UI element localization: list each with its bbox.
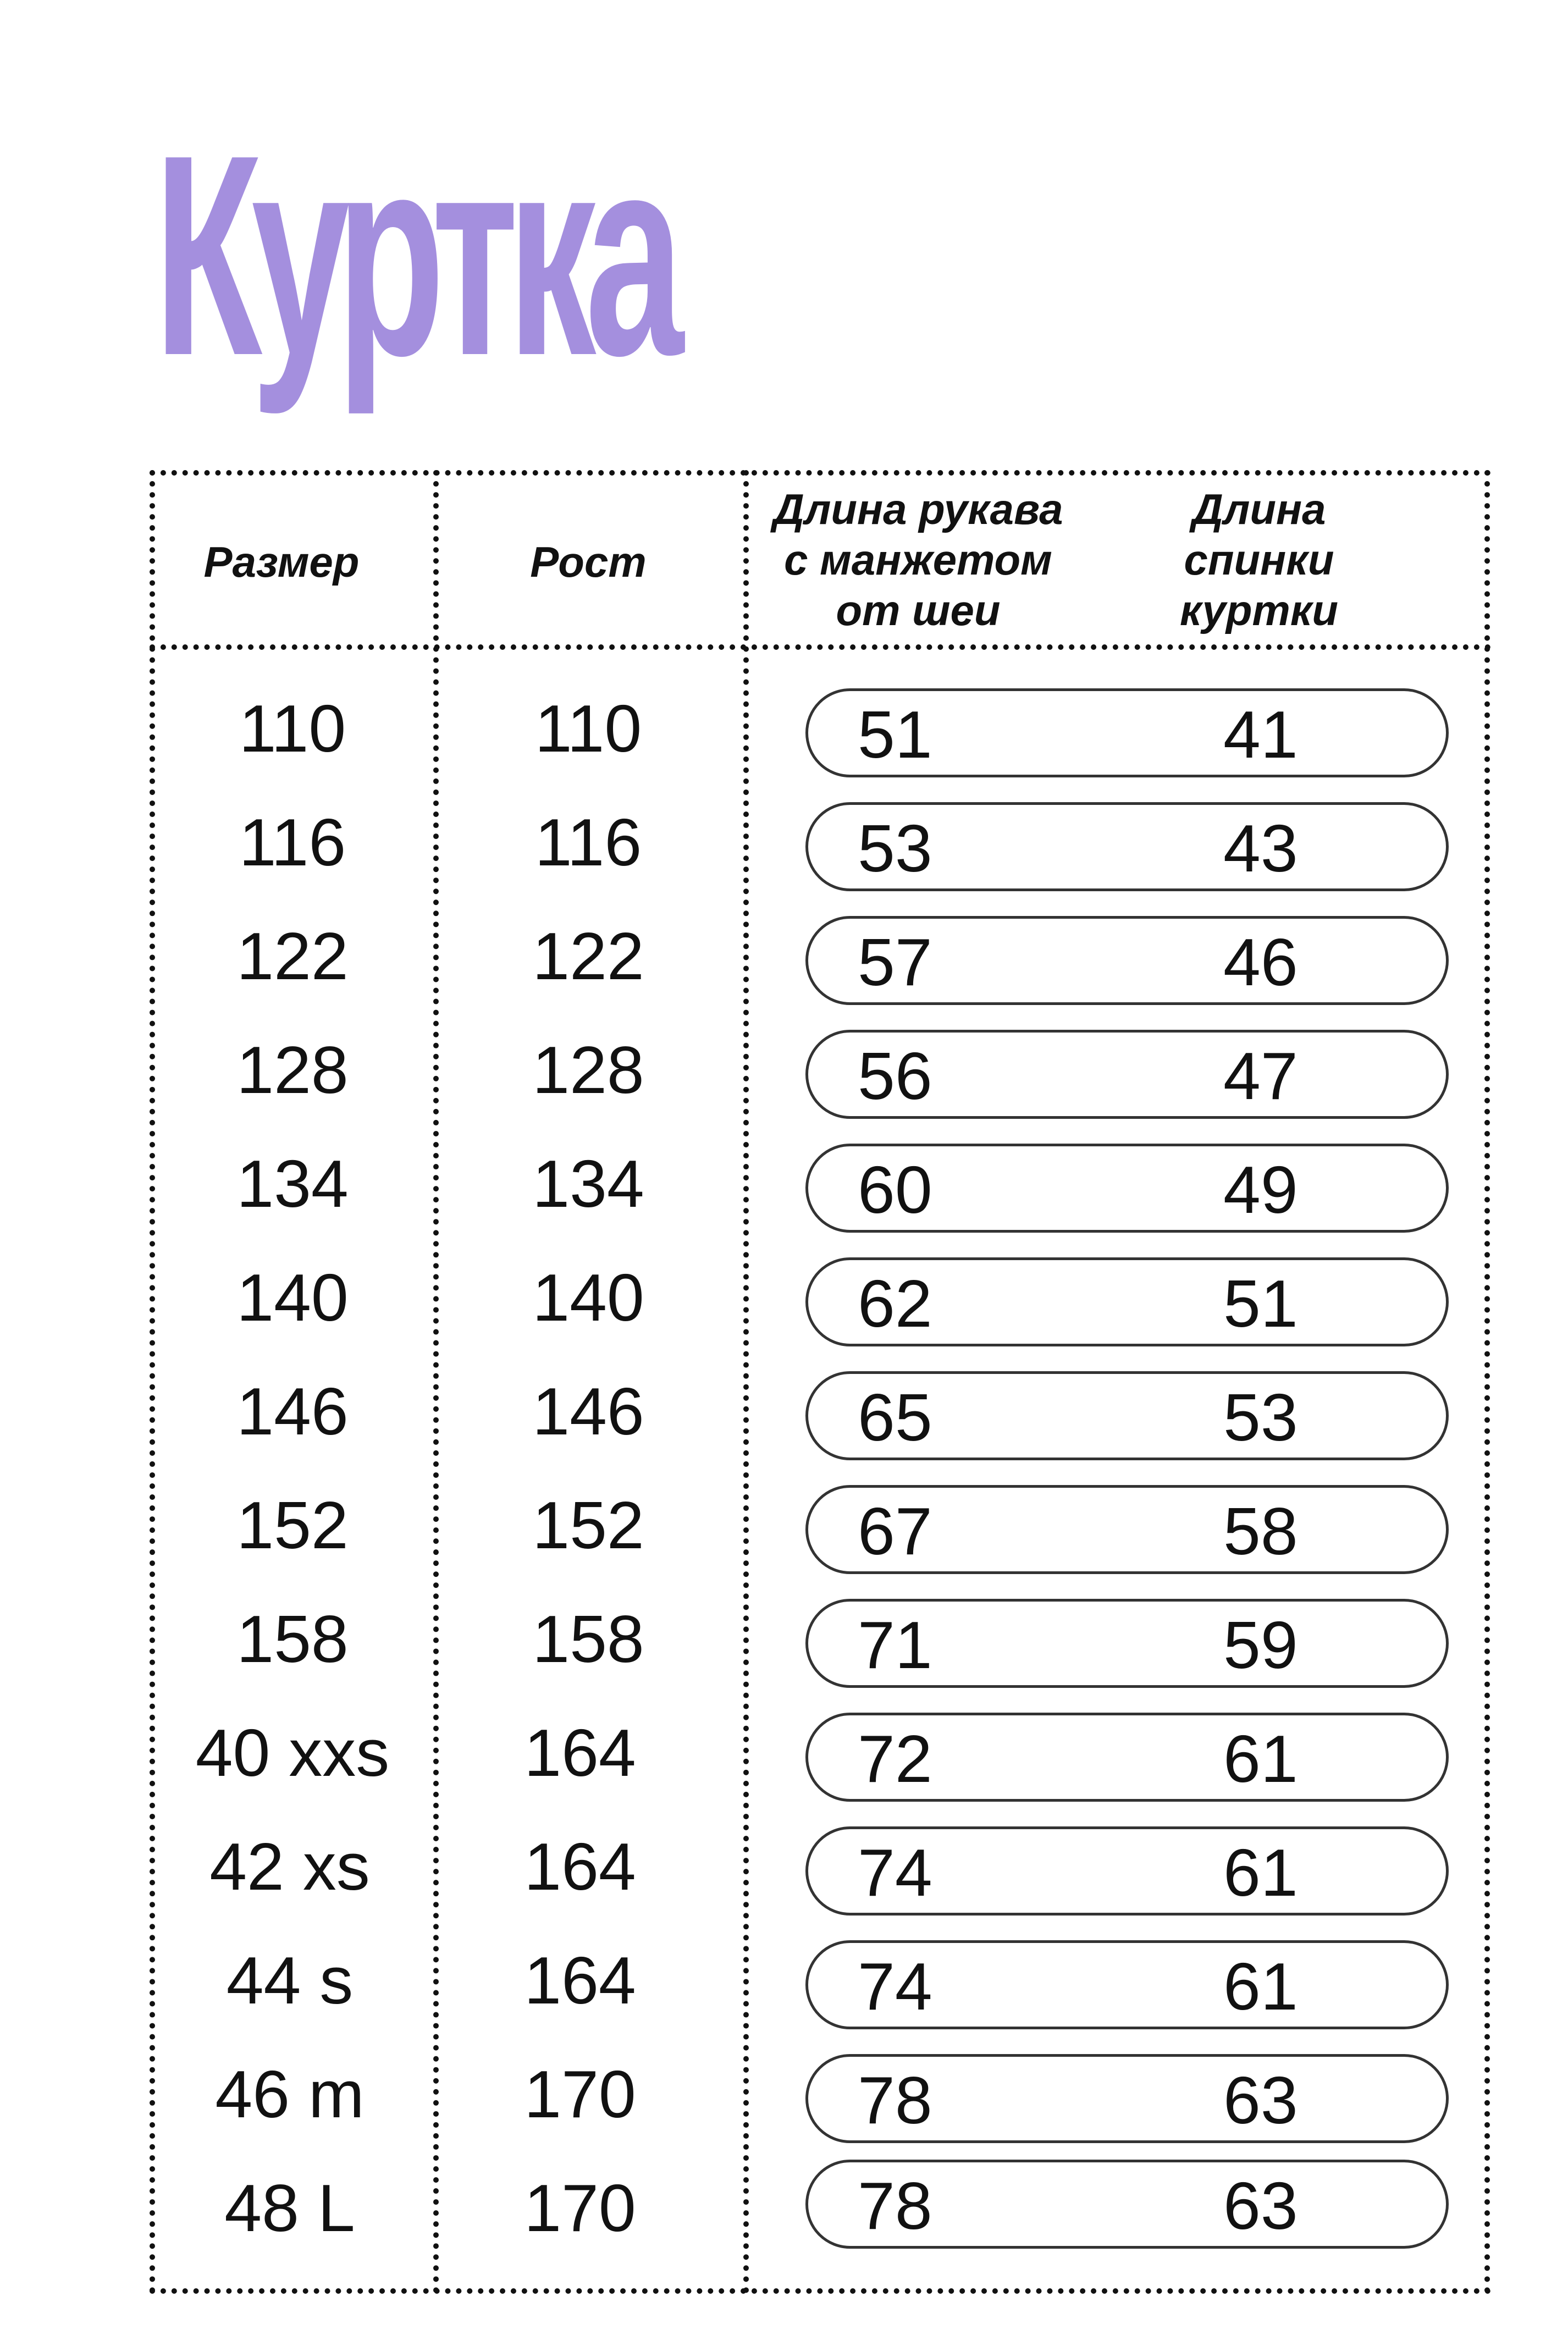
cell-height: 170 (524, 2057, 636, 2132)
cell-sleeve: 71 (858, 1608, 932, 1682)
measurements-pill (805, 802, 1449, 891)
measurements-pill (805, 1826, 1449, 1916)
table-bottom-border (150, 2288, 1491, 2294)
measurements-pill (805, 1940, 1449, 2029)
cell-size: 44 s (226, 1943, 354, 2018)
cell-size: 140 (236, 1260, 349, 1335)
cell-sleeve: 57 (858, 925, 932, 1000)
measurements-pill (805, 2160, 1449, 2249)
cell-sleeve: 78 (858, 2063, 932, 2138)
measurements-pill (805, 1371, 1449, 1460)
table-top-border (150, 470, 1491, 476)
header-back-line-2: спинки (1184, 536, 1334, 584)
cell-back: 49 (1223, 1152, 1298, 1227)
cell-sleeve: 78 (858, 2168, 932, 2243)
cell-back: 53 (1223, 1380, 1298, 1455)
cell-height: 164 (524, 1943, 636, 2018)
cell-back: 58 (1223, 1494, 1298, 1569)
cell-height: 170 (524, 2171, 636, 2245)
page-title: Куртка (154, 96, 673, 415)
cell-size: 152 (236, 1488, 349, 1563)
cell-size: 116 (239, 805, 346, 880)
cell-size: 46 m (215, 2057, 365, 2132)
cell-sleeve: 62 (858, 1266, 932, 1341)
cell-back: 61 (1223, 1721, 1298, 1796)
table-column-divider-2 (743, 470, 749, 2294)
cell-size: 40 xxs (195, 1715, 390, 1790)
header-sleeve-line-1: Длина рукава (773, 485, 1063, 533)
cell-height: 122 (532, 919, 644, 993)
cell-size: 146 (236, 1374, 349, 1449)
header-sleeve-line-3: от шеи (836, 586, 1001, 634)
cell-size: 48 L (224, 2171, 355, 2245)
measurements-pill (805, 1599, 1449, 1688)
cell-sleeve: 72 (858, 1721, 932, 1796)
cell-back: 61 (1223, 1949, 1298, 2024)
cell-sleeve: 67 (858, 1494, 932, 1569)
measurements-pill (805, 1030, 1449, 1119)
cell-height: 164 (524, 1715, 636, 1790)
measurements-pill (805, 916, 1449, 1005)
header-back-line-3: куртки (1179, 586, 1339, 634)
cell-sleeve: 74 (858, 1949, 932, 2024)
measurements-pill (805, 1257, 1449, 1346)
cell-back: 41 (1223, 697, 1298, 772)
cell-size: 42 xs (209, 1829, 370, 1904)
measurements-pill (805, 688, 1449, 777)
measurements-pill (805, 1485, 1449, 1574)
table-right-border (1484, 470, 1490, 2294)
header-height: Рост (530, 538, 647, 586)
cell-size: 122 (236, 919, 349, 993)
header-sleeve-length (748, 484, 1089, 636)
cell-height: 128 (532, 1033, 644, 1107)
cell-sleeve: 74 (858, 1835, 932, 1910)
cell-sleeve: 56 (858, 1039, 932, 1113)
cell-back: 51 (1223, 1266, 1298, 1341)
header-sleeve-line-2: с манжетом (784, 536, 1052, 584)
header-back-length (1122, 484, 1396, 636)
cell-height: 164 (524, 1829, 636, 1904)
cell-back: 61 (1223, 1835, 1298, 1910)
cell-sleeve: 53 (858, 811, 932, 886)
cell-height: 158 (532, 1602, 644, 1676)
measurements-pill (805, 1144, 1449, 1233)
cell-height: 140 (532, 1260, 644, 1335)
cell-back: 59 (1223, 1608, 1298, 1682)
cell-back: 47 (1223, 1039, 1298, 1113)
cell-sleeve: 65 (858, 1380, 932, 1455)
header-back-line-1: Длина (1192, 485, 1326, 533)
table-left-border (150, 470, 155, 2294)
cell-size: 110 (239, 691, 346, 766)
table-header-divider (150, 644, 1491, 650)
cell-back: 43 (1223, 811, 1298, 886)
cell-back: 46 (1223, 925, 1298, 1000)
cell-height: 110 (534, 691, 642, 766)
cell-sleeve: 51 (858, 697, 932, 772)
header-size: Размер (203, 538, 360, 586)
table-column-divider-1 (433, 470, 439, 2294)
cell-back: 63 (1223, 2168, 1298, 2243)
cell-height: 134 (532, 1146, 644, 1221)
cell-height: 152 (532, 1488, 644, 1563)
cell-sleeve: 60 (858, 1152, 932, 1227)
cell-height: 116 (534, 805, 642, 880)
cell-back: 63 (1223, 2063, 1298, 2138)
cell-size: 128 (236, 1033, 349, 1107)
cell-height: 146 (532, 1374, 644, 1449)
measurements-pill (805, 1713, 1449, 1802)
measurements-pill (805, 2054, 1449, 2143)
cell-size: 158 (236, 1602, 349, 1676)
cell-size: 134 (236, 1146, 349, 1221)
